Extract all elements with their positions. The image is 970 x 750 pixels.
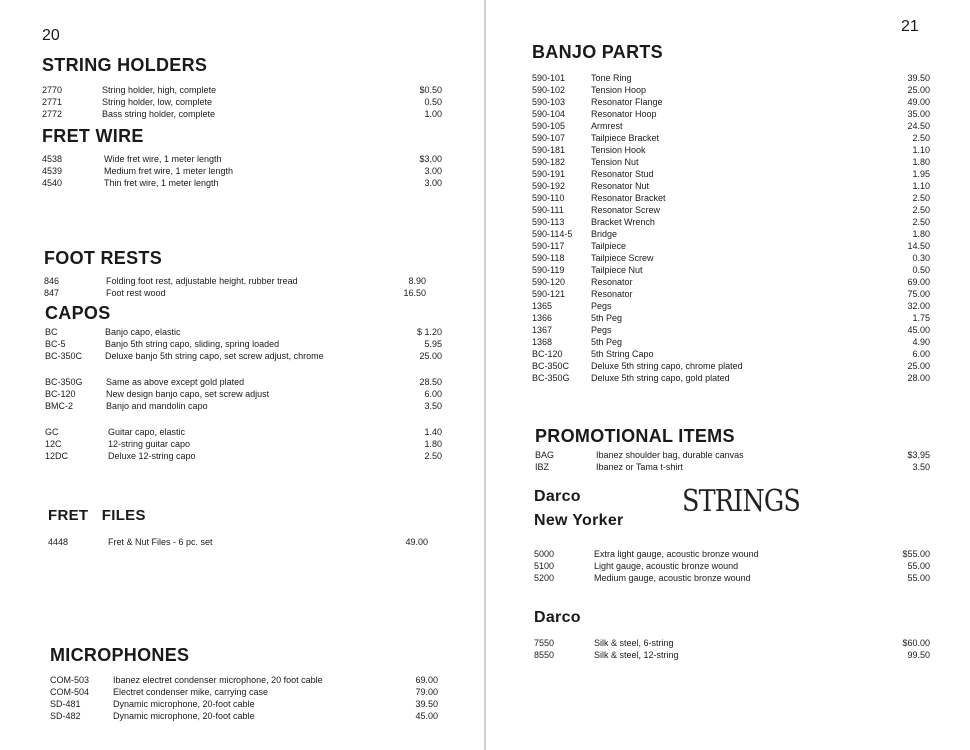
list-item — [534, 560, 930, 572]
item-price: 3.00 — [424, 178, 442, 188]
item-description: Tailpiece Screw — [591, 253, 654, 263]
item-code: BC-350G — [532, 373, 570, 383]
section-title: STRING HOLDERS — [42, 55, 208, 75]
item-description: String holder, low, complete — [102, 97, 213, 107]
list-item — [532, 156, 930, 168]
list-item — [532, 120, 930, 132]
list-item — [50, 710, 442, 722]
item-code: 590-102 — [532, 85, 566, 95]
list-item — [45, 450, 442, 462]
item-code: 590-182 — [532, 157, 566, 167]
item-code: 590-103 — [532, 97, 566, 107]
item-description: Medium gauge, acoustic bronze wound — [594, 573, 751, 583]
item-code: 12C — [45, 439, 62, 449]
item-price: 45.00 — [415, 711, 438, 721]
item-price: $3.95 — [907, 450, 930, 460]
item-code: 590-118 — [532, 253, 565, 263]
item-description: Resonator Hoop — [591, 109, 657, 119]
list-item — [45, 338, 442, 350]
item-code: 590-117 — [532, 241, 565, 251]
item-price: 28.00 — [907, 373, 930, 383]
item-price: 16.50 — [403, 288, 426, 298]
item-price: 2.50 — [912, 205, 930, 215]
item-code: 590-111 — [532, 205, 564, 215]
item-description: Resonator Nut — [591, 181, 650, 191]
list-item — [532, 336, 930, 348]
item-description: Armrest — [591, 121, 623, 131]
item-code: 590-119 — [532, 265, 565, 275]
item-code: 590-105 — [532, 121, 566, 131]
item-price: 2.50 — [424, 451, 442, 461]
item-code: BC-5 — [45, 339, 66, 349]
list-item — [532, 228, 930, 240]
item-description: Resonator Stud — [591, 169, 654, 179]
section-title: FRET FILES — [48, 507, 146, 524]
item-code: 590-192 — [532, 181, 566, 191]
item-price: 8.90 — [408, 276, 426, 286]
item-description: Tailpiece Bracket — [591, 133, 660, 143]
item-code: 590-120 — [532, 277, 566, 287]
item-description: Deluxe 12-string capo — [108, 451, 196, 461]
item-price: 1.10 — [912, 181, 930, 191]
item-price: 5.95 — [424, 339, 442, 349]
item-price: 0.50 — [912, 265, 930, 275]
list-item — [534, 548, 930, 560]
list-item — [532, 312, 930, 324]
item-code: COM-503 — [50, 675, 90, 685]
section-title: BANJO PARTS — [532, 42, 663, 62]
section-title: FRET WIRE — [42, 126, 144, 146]
section-title: MICROPHONES — [50, 645, 190, 665]
item-code: 590-110 — [532, 193, 565, 203]
item-description: Extra light gauge, acoustic bronze wound — [594, 549, 759, 559]
list-item — [50, 686, 442, 698]
item-price: 1.80 — [912, 229, 930, 239]
item-code: 5200 — [534, 573, 555, 583]
section-string-holders — [42, 55, 442, 120]
item-code: 5100 — [534, 561, 555, 571]
item-price: 2.50 — [912, 193, 930, 203]
list-item — [45, 376, 442, 388]
item-price: 1.80 — [912, 157, 930, 167]
section-title: FOOT RESTS — [44, 248, 163, 268]
item-price: 1.95 — [912, 169, 930, 179]
item-code: BMC-2 — [45, 401, 74, 411]
item-code: 590-114-5 — [532, 229, 573, 239]
section-foot-rests — [44, 248, 442, 299]
item-price: 4.90 — [912, 337, 930, 347]
item-code: 590-101 — [532, 73, 566, 83]
item-code: 1366 — [532, 313, 553, 323]
list-item — [42, 84, 442, 96]
list-item — [532, 180, 930, 192]
item-description: Tailpiece Nut — [591, 265, 643, 275]
item-price: $ 1.20 — [416, 327, 442, 337]
item-description: Deluxe 5th string capo, gold plated — [591, 373, 730, 383]
list-item — [532, 276, 930, 288]
item-price: 6.00 — [424, 389, 442, 399]
section-fret-files — [48, 507, 442, 548]
item-description: Light gauge, acoustic bronze wound — [594, 561, 739, 571]
section-title: CAPOS — [45, 303, 111, 323]
list-item — [45, 388, 442, 400]
item-code: 1368 — [532, 337, 553, 347]
item-code: BC-350C — [532, 361, 570, 371]
item-price: 99.50 — [907, 650, 930, 660]
item-code: 590-104 — [532, 109, 566, 119]
item-code: BC-120 — [532, 349, 563, 359]
item-code: 5000 — [534, 549, 555, 559]
item-code: 2770 — [42, 85, 63, 95]
item-description: Thin fret wire, 1 meter length — [104, 178, 219, 188]
item-description: Bracket Wrench — [591, 217, 655, 227]
item-price: 24.50 — [907, 121, 930, 131]
item-code: SD-481 — [50, 699, 81, 709]
section-darco — [534, 609, 930, 661]
item-price: 39.50 — [907, 73, 930, 83]
item-description: 5th Peg — [591, 313, 623, 323]
list-item — [532, 192, 930, 204]
right-page — [488, 0, 970, 750]
item-code: 590-107 — [532, 133, 566, 143]
item-description: Foot rest wood — [106, 288, 166, 298]
list-item — [45, 326, 442, 338]
item-description: Tension Nut — [591, 157, 639, 167]
item-price: 0.50 — [424, 97, 442, 107]
list-item — [45, 350, 442, 362]
item-description: Deluxe banjo 5th string capo, set screw adjust, chrome — [105, 351, 324, 361]
section-fret-wire — [42, 126, 442, 189]
item-price: 69.00 — [907, 277, 930, 287]
item-description: Guitar capo, elastic — [108, 427, 186, 437]
item-description: Medium fret wire, 1 meter length — [104, 166, 234, 176]
item-description: Resonator Bracket — [591, 193, 666, 203]
item-description: Resonator Screw — [591, 205, 661, 215]
list-item — [532, 216, 930, 228]
item-description: Resonator — [591, 277, 633, 287]
item-description: Bass string holder, complete — [102, 109, 216, 119]
item-code: GC — [45, 427, 59, 437]
item-description: Banjo capo, elastic — [105, 327, 181, 337]
list-item — [42, 177, 442, 189]
list-item — [532, 204, 930, 216]
list-item — [48, 536, 442, 548]
brand-name: Darco — [534, 488, 581, 505]
item-price: 25.00 — [419, 351, 442, 361]
item-code: 1365 — [532, 301, 553, 311]
list-item — [42, 96, 442, 108]
item-price: 79.00 — [415, 687, 438, 697]
item-price: 1.40 — [424, 427, 442, 437]
item-code: BC — [45, 327, 58, 337]
list-item — [42, 108, 442, 120]
list-item — [532, 168, 930, 180]
list-item — [532, 360, 930, 372]
item-description: 12-string guitar capo — [108, 439, 191, 449]
item-price: 49.00 — [405, 537, 428, 547]
list-item — [532, 300, 930, 312]
item-code: BAG — [535, 450, 555, 460]
item-code: COM-504 — [50, 687, 90, 697]
section-promotional-items — [535, 426, 930, 473]
item-code: 8550 — [534, 650, 555, 660]
item-price: $0.50 — [419, 85, 442, 95]
list-item — [535, 461, 930, 473]
section-capos — [45, 303, 442, 462]
section-banjo-parts — [532, 42, 930, 384]
item-code: 590-191 — [532, 169, 566, 179]
list-item — [532, 72, 930, 84]
item-price: 25.00 — [907, 85, 930, 95]
item-description: Resonator Flange — [591, 97, 663, 107]
list-item — [44, 275, 442, 287]
item-description: Tone Ring — [591, 73, 632, 83]
item-description: Deluxe 5th string capo, chrome plated — [591, 361, 743, 371]
item-description: Ibanez electret condenser microphone, 20 foot cable — [113, 675, 323, 685]
list-item — [535, 449, 930, 461]
item-price: 55.00 — [907, 573, 930, 583]
item-code: BC-350G — [45, 377, 83, 387]
list-item — [532, 132, 930, 144]
item-price: $60.00 — [902, 638, 930, 648]
item-description: Tension Hoop — [591, 85, 647, 95]
list-item — [532, 96, 930, 108]
list-item — [534, 572, 930, 584]
item-price: 25.00 — [907, 361, 930, 371]
section-title: PROMOTIONAL ITEMS — [535, 426, 735, 446]
item-price: 75.00 — [907, 289, 930, 299]
list-item — [532, 240, 930, 252]
item-description: Dynamic microphone, 20-foot cable — [113, 699, 255, 709]
list-item — [534, 637, 930, 649]
product-line-name: New Yorker — [534, 512, 624, 529]
item-description: String holder, high, complete — [102, 85, 217, 95]
list-item — [50, 674, 442, 686]
list-item — [42, 153, 442, 165]
list-item — [532, 252, 930, 264]
item-price: 28.50 — [419, 377, 442, 387]
item-price: 1.00 — [424, 109, 442, 119]
item-description: Banjo 5th string capo, sliding, spring loaded — [105, 339, 280, 349]
item-code: 4538 — [42, 154, 63, 164]
list-item — [45, 426, 442, 438]
item-description: Fret & Nut Files - 6 pc. set — [108, 537, 213, 547]
item-price: 3.50 — [912, 462, 930, 472]
section-darco-new-yorker — [534, 484, 930, 584]
item-description: Same as above except gold plated — [106, 377, 245, 387]
strings-logo: STRINGS — [682, 484, 800, 519]
list-item — [532, 264, 930, 276]
item-code: IBZ — [535, 462, 550, 472]
item-description: New design banjo capo, set screw adjust — [106, 389, 270, 399]
item-description: Silk & steel, 6-string — [594, 638, 674, 648]
item-price: 55.00 — [907, 561, 930, 571]
item-description: Ibanez or Tama t-shirt — [596, 462, 683, 472]
item-price: 45.00 — [907, 325, 930, 335]
section-title: Darco — [534, 609, 581, 626]
list-item — [45, 438, 442, 450]
list-item — [534, 649, 930, 661]
item-code: 590-121 — [532, 289, 566, 299]
item-description: Silk & steel, 12-string — [594, 650, 679, 660]
section-microphones — [50, 645, 442, 722]
item-price: 35.00 — [907, 109, 930, 119]
item-description: Banjo and mandolin capo — [106, 401, 208, 411]
list-item — [532, 144, 930, 156]
item-description: Pegs — [591, 325, 612, 335]
item-price: 49.00 — [907, 97, 930, 107]
item-description: Dynamic microphone, 20-foot cable — [113, 711, 255, 721]
list-item — [532, 108, 930, 120]
item-price: $55.00 — [902, 549, 930, 559]
item-price: 1.75 — [912, 313, 930, 323]
item-description: Wide fret wire, 1 meter length — [104, 154, 222, 164]
page-number-left: 20 — [42, 27, 60, 44]
item-description: Tailpiece — [591, 241, 627, 251]
item-description: Ibanez shoulder bag, durable canvas — [596, 450, 744, 460]
item-price: 3.00 — [424, 166, 442, 176]
item-price: 2.50 — [912, 217, 930, 227]
item-code: 7550 — [534, 638, 555, 648]
item-description: 5th Peg — [591, 337, 623, 347]
list-item — [42, 165, 442, 177]
item-price: 0.30 — [912, 253, 930, 263]
item-code: 4448 — [48, 537, 69, 547]
item-code: 2771 — [42, 97, 63, 107]
list-item — [532, 372, 930, 384]
item-price: 6.00 — [912, 349, 930, 359]
item-code: BC-120 — [45, 389, 76, 399]
list-item — [532, 288, 930, 300]
item-code: 2772 — [42, 109, 63, 119]
list-item — [50, 698, 442, 710]
list-item — [532, 84, 930, 96]
item-price: 32.00 — [907, 301, 930, 311]
list-item — [532, 324, 930, 336]
item-code: 4539 — [42, 166, 63, 176]
list-item — [44, 287, 442, 299]
item-code: BC-350C — [45, 351, 83, 361]
item-description: Folding foot rest, adjustable height, rubber tread — [106, 276, 298, 286]
item-price: 69.00 — [415, 675, 438, 685]
item-code: 590-181 — [532, 145, 566, 155]
item-price: 3.50 — [424, 401, 442, 411]
page-number-right: 21 — [901, 18, 919, 35]
item-price: 2.50 — [912, 133, 930, 143]
item-code: SD-482 — [50, 711, 81, 721]
item-code: 590-113 — [532, 217, 565, 227]
item-description: Pegs — [591, 301, 612, 311]
item-price: 14.50 — [907, 241, 930, 251]
item-description: Electret condenser mike, carrying case — [113, 687, 269, 697]
item-price: 39.50 — [415, 699, 438, 709]
item-price: $3.00 — [419, 154, 442, 164]
item-description: Resonator — [591, 289, 633, 299]
item-price: 1.80 — [424, 439, 442, 449]
item-code: 1367 — [532, 325, 553, 335]
item-code: 846 — [44, 276, 60, 286]
item-price: 1.10 — [912, 145, 930, 155]
item-description: Tension Hook — [591, 145, 646, 155]
item-code: 847 — [44, 288, 60, 298]
list-item — [45, 400, 442, 412]
item-description: Bridge — [591, 229, 618, 239]
item-code: 12DC — [45, 451, 69, 461]
item-description: 5th String Capo — [591, 349, 654, 359]
item-code: 4540 — [42, 178, 63, 188]
list-item — [532, 348, 930, 360]
